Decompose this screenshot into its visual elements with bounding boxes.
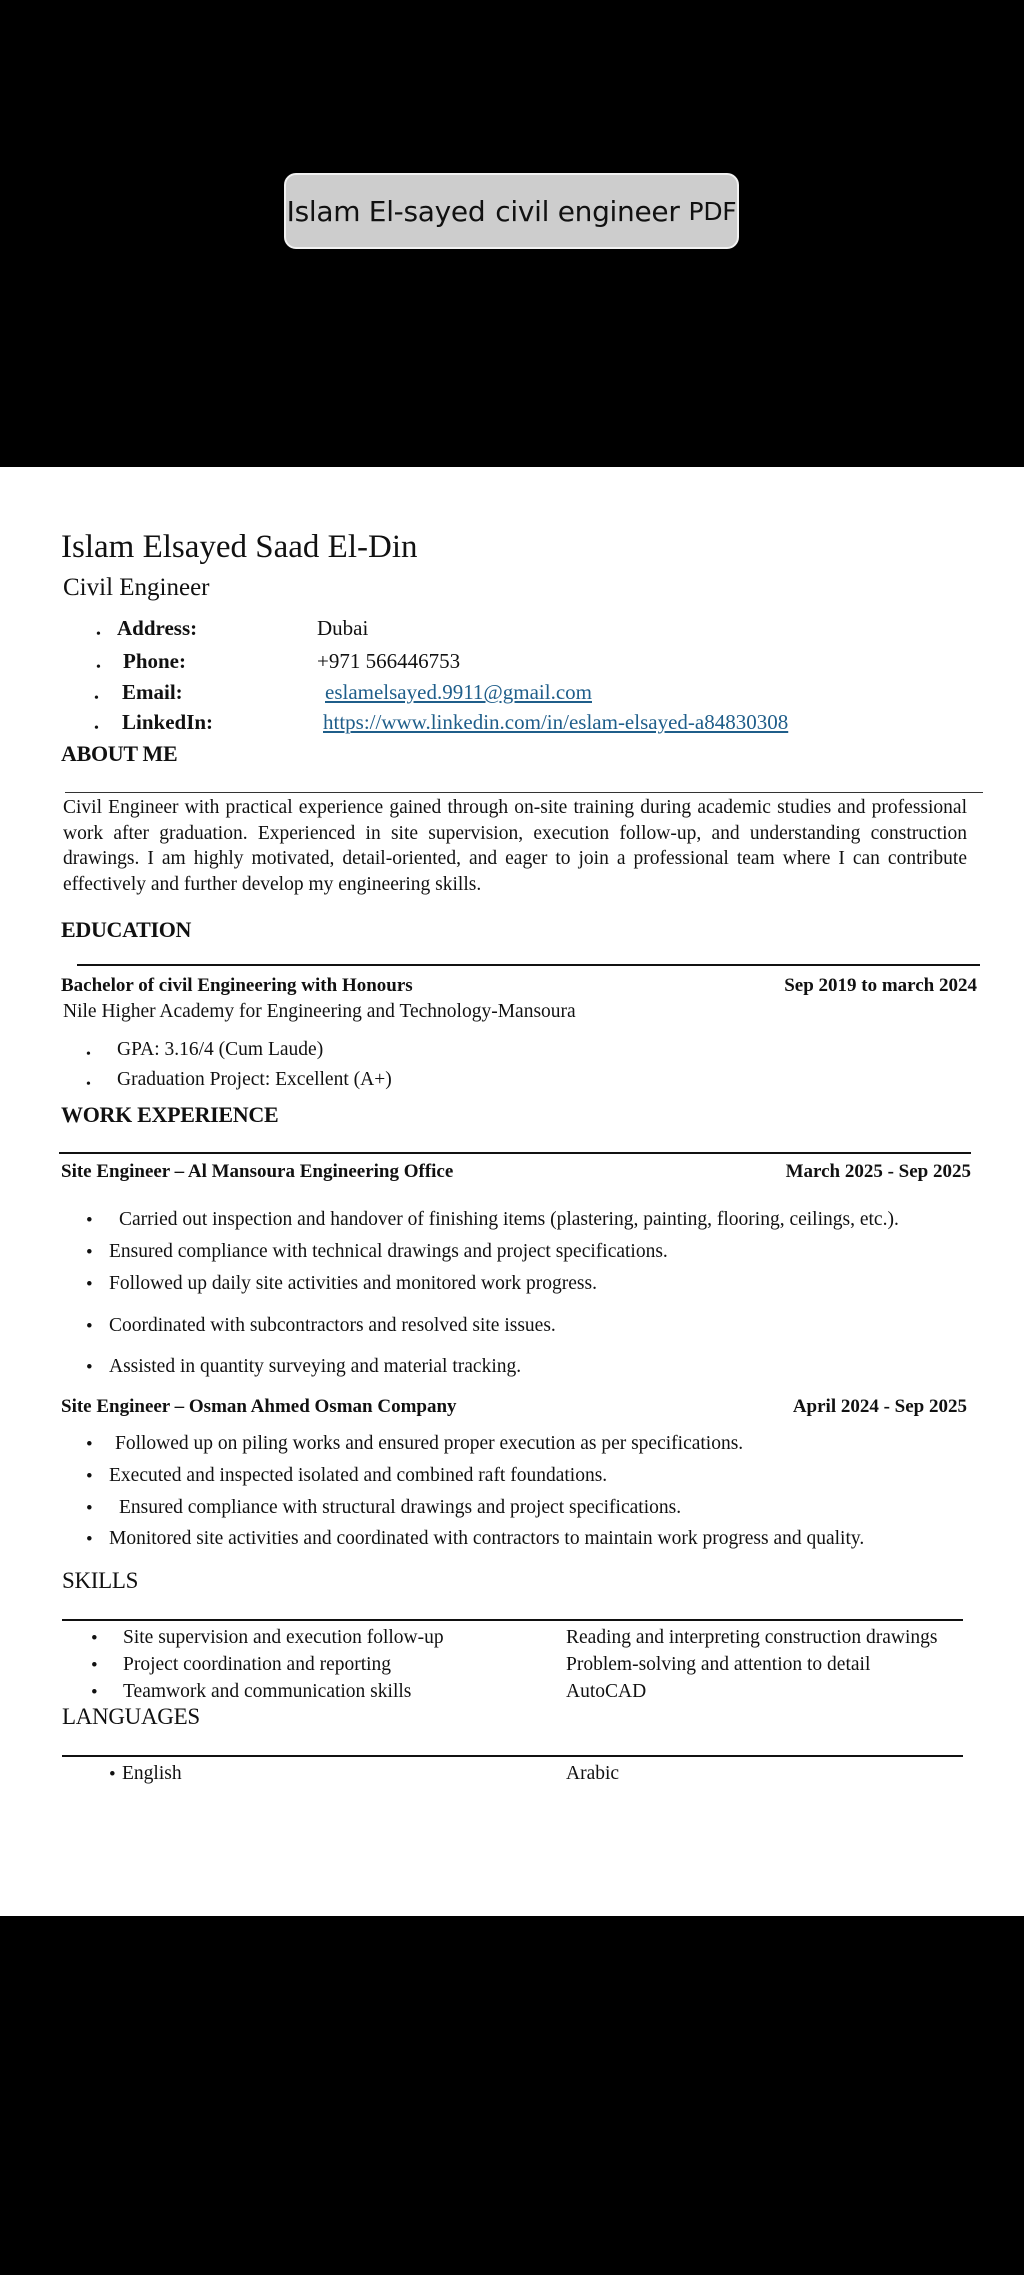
- bullet-icon: •: [86, 1357, 93, 1378]
- about-heading: ABOUT ME: [61, 741, 178, 766]
- job-bullet: Ensured compliance with structural drawings and project specifications.: [119, 1497, 682, 1518]
- job-bullet: Followed up on piling works and ensured proper execution as per specifications.: [115, 1433, 744, 1454]
- education-heading: EDUCATION: [61, 917, 192, 942]
- education-bullet: Graduation Project: Excellent (A+): [117, 1069, 392, 1090]
- job-title: Site Engineer – Al Mansoura Engineering Office: [61, 1161, 454, 1182]
- job-bullet: Assisted in quantity surveying and material tracking.: [109, 1356, 522, 1377]
- address-value: Dubai: [317, 616, 369, 640]
- document-title-rest: civil engineer: [495, 194, 680, 228]
- bullet-icon: •: [94, 691, 99, 706]
- education-bullet: GPA: 3.16/4 (Cum Laude): [117, 1039, 324, 1060]
- languages-divider: [62, 1755, 963, 1757]
- degree-dates: Sep 2019 to march 2024: [784, 975, 977, 996]
- job-bullet: Coordinated with subcontractors and resolved site issues.: [109, 1315, 556, 1336]
- candidate-name: Islam Elsayed Saad El-Din: [61, 529, 418, 565]
- bullet-icon: •: [91, 1655, 98, 1676]
- bullet-icon: •: [91, 1628, 98, 1649]
- bullet-icon: •: [94, 721, 99, 736]
- email-link[interactable]: eslamelsayed.9911@gmail.com: [325, 680, 592, 704]
- viewer-bottom-band: [0, 1916, 1024, 2275]
- skills-divider: [62, 1619, 963, 1621]
- viewer-top-band: [0, 0, 1024, 467]
- language-item: English: [122, 1763, 182, 1784]
- bullet-icon: •: [86, 1529, 93, 1550]
- bullet-icon: •: [86, 1077, 91, 1092]
- email-label: Email:: [122, 680, 183, 704]
- school-name: Nile Higher Academy for Engineering and Technology-Mansoura: [63, 1001, 576, 1022]
- document-type-label: PDF: [688, 196, 737, 226]
- job-title: Site Engineer – Osman Ahmed Osman Company: [61, 1396, 457, 1417]
- job-bullet: Carried out inspection and handover of finishing items (plastering, painting, flooring, ceilings, etc.).: [119, 1209, 899, 1230]
- bullet-icon: •: [86, 1274, 93, 1295]
- linkedin-link[interactable]: https://www.linkedin.com/in/eslam-elsayed-a84830308: [323, 710, 789, 734]
- degree-title: Bachelor of civil Engineering with Honours: [61, 975, 413, 996]
- job-bullet: Ensured compliance with technical drawings and project specifications.: [109, 1241, 668, 1262]
- bullet-icon: •: [86, 1242, 93, 1263]
- skill-item: AutoCAD: [566, 1681, 647, 1702]
- bullet-icon: •: [86, 1210, 93, 1231]
- job-bullet: Monitored site activities and coordinated with contractors to maintain work progress and quality.: [109, 1528, 865, 1549]
- bullet-icon: •: [86, 1047, 91, 1062]
- languages-heading: LANGUAGES: [62, 1704, 200, 1729]
- job-dates: March 2025 - Sep 2025: [785, 1161, 971, 1182]
- education-divider: [77, 964, 980, 966]
- skill-item: Reading and interpreting construction drawings: [566, 1627, 938, 1648]
- bullet-icon: •: [91, 1682, 98, 1703]
- job-dates: April 2024 - Sep 2025: [792, 1396, 967, 1417]
- document-title-name: Islam El-sayed: [286, 194, 486, 228]
- phone-value: +971 566446753: [317, 649, 461, 673]
- bullet-icon: •: [86, 1498, 93, 1519]
- document-title-badge: [284, 173, 739, 249]
- bullet-icon: •: [86, 1466, 93, 1487]
- about-divider: [65, 792, 983, 793]
- bullet-icon: •: [86, 1434, 93, 1455]
- bullet-icon: •: [86, 1316, 93, 1337]
- resume-page: [0, 467, 1024, 1916]
- about-paragraph: Civil Engineer with practical experience gained through on-site training during academic studies and professional work after graduation. Experienced in site supervision, execution follow-up, and understanding construction drawings. I am highly motivated, detail-oriented, and eager to join a professional team where I can contribute effectively and further develop my engineering skills.: [63, 797, 967, 895]
- skill-item: Project coordination and reporting: [123, 1654, 392, 1675]
- work-heading: WORK EXPERIENCE: [61, 1102, 279, 1127]
- skill-item: Site supervision and execution follow-up: [123, 1627, 444, 1648]
- phone-label: Phone:: [123, 649, 186, 673]
- skill-item: Teamwork and communication skills: [123, 1681, 412, 1702]
- skill-item: Problem-solving and attention to detail: [566, 1654, 871, 1675]
- job-bullet: Followed up daily site activities and monitored work progress.: [109, 1273, 597, 1294]
- job-bullet: Executed and inspected isolated and combined raft foundations.: [109, 1465, 608, 1486]
- language-item: Arabic: [566, 1763, 620, 1784]
- linkedin-label: LinkedIn:: [122, 710, 214, 734]
- candidate-role: Civil Engineer: [63, 574, 210, 601]
- bullet-icon: •: [109, 1764, 116, 1785]
- bullet-icon: •: [96, 627, 101, 642]
- bullet-icon: •: [96, 660, 101, 675]
- skills-heading: SKILLS: [62, 1568, 139, 1593]
- address-label: Address:: [117, 616, 198, 640]
- work-divider: [59, 1152, 971, 1154]
